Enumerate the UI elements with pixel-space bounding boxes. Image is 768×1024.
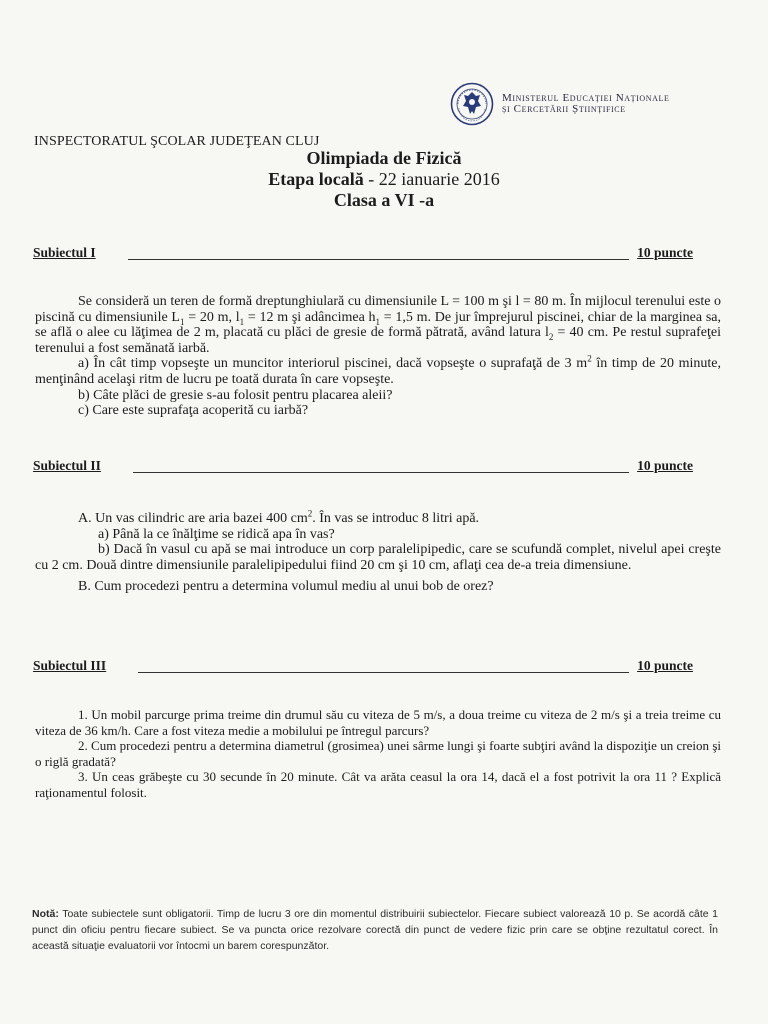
subject-3-question-3: 3. Un ceas grăbeşte cu 30 secunde în 20 minute. Cât va arăta ceasul la ora 14, dacă el a fost potrivit la ora 11 ? Explică raţionamentul folosit.: [35, 769, 721, 800]
question-part: în timp de 20 minute, menţinând acelaşi ritm de lucru pe toată durata în care vopseşte.: [35, 356, 722, 387]
ministry-line-1: Ministerul Educației Naționale: [502, 92, 670, 104]
subject-3-label: Subiectul III: [33, 658, 107, 673]
subject-2-part-b: B. Cum procedezi pentru a determina volumul mediu al unui bob de orez?: [78, 579, 494, 595]
stage-line: [0, 169, 768, 190]
heading-rule: [138, 672, 629, 673]
ministry-name: [502, 93, 669, 115]
subscript: 1: [375, 316, 381, 327]
subscript: 1: [179, 316, 185, 327]
note-text: Toate subiectele sunt obligatorii. Timp de lucru 3 ore din momentul distribuirii subiectelor. Fiecare subiect valorează 10 p. Se acordă câte 1 punct din oficiu pentru fiecare subiect. Se va puncta orice rezolvare corectă din punct de vedere fizic prin care se obţine rezultatul corect. În această situaţie evaluatorii vor întocmi un barem corespunzător.: [32, 908, 718, 952]
subscript: 2: [548, 331, 554, 342]
exam-date: - 22 ianuarie 2016: [363, 169, 500, 189]
part-a-text: . În vas se introduc 8 litri apă.: [312, 511, 480, 526]
question-part: a) În cât timp vopseşte un muncitor interiorul piscinei, dacă vopseşte o suprafaţă de 3 m: [78, 356, 588, 372]
note-label: Notă:: [32, 908, 59, 920]
subject-2-label: Subiectul II: [33, 458, 101, 473]
subject-2-points: 10 puncte: [637, 458, 693, 473]
superscript: 2: [307, 508, 313, 519]
subject-2-heading: [33, 456, 693, 476]
subject-1-question-a: [35, 353, 722, 387]
subject-2-body: [35, 508, 721, 595]
subject-1-question-b: b) Câte plăci de gresie s-au folosit pentru placarea aleii?: [78, 387, 393, 403]
intro-part: Se consideră un teren de formă dreptunghiulară cu dimensiunile L = 100 m şi l = 80 m. În mijlocul terenului este o piscină cu dimensiunile L: [35, 294, 721, 325]
stage: Etapa locală: [268, 169, 364, 189]
olympiad-title: Olimpiada de Fizică: [306, 148, 462, 168]
subject-1-question-c: c) Care este suprafaţa acoperită cu iarbă?: [78, 403, 309, 419]
inspectorate-name: INSPECTORATUL ŞCOLAR JUDEŢEAN CLUJ: [34, 134, 320, 149]
intro-part: = 1,5 m. De jur împrejurul piscinei, chiar de la marginea sa, se află o alee cu lăţimea de 2 m, placată cu plăci de gresie de formă pătrată, având latura l: [35, 309, 721, 341]
subject-1-label: Subiectul I: [33, 245, 96, 260]
title-block: [0, 148, 768, 211]
subject-2-part-a: [35, 508, 721, 527]
exam-note: [32, 906, 718, 954]
ministry-header: [450, 82, 669, 126]
subject-2-question-b: b) Dacă în vasul cu apă se mai introduce un corp paralelipipedic, care se scufundă complet, nivelul apei creşte cu 2 cm. Două dintre dimensiunile paralelipipedului fiind 20 cm şi 10 cm, aflaţi cea de-a treia dimensiune.: [35, 542, 721, 573]
subject-3-points: 10 puncte: [637, 658, 693, 673]
subject-1-points: 10 puncte: [637, 245, 693, 260]
ministry-line-2: și Cercetării Științifice: [502, 103, 626, 115]
subject-3-question-1: 1. Un mobil parcurge prima treime din drumul său cu viteza de 5 m/s, a doua treime cu viteza de 2 m/s şi a treia treime cu viteza de 36 km/h. Care a fost viteza medie a mobilului pe întregul parcurs?: [35, 707, 721, 738]
superscript: 2: [587, 353, 592, 364]
subscript: 1: [239, 316, 245, 327]
subject-1-body: [35, 294, 721, 419]
intro-part: = 12 m şi adâncimea h: [244, 309, 376, 325]
ministry-seal-icon: [450, 82, 494, 126]
intro-part: = 20 m, l: [184, 309, 240, 325]
intro-part: = 40 cm. Pe restul suprafeţei terenului a fost semănată iarbă.: [35, 325, 722, 356]
class-line: Clasa a VI -a: [333, 190, 435, 210]
subject-1-intro: [35, 294, 721, 356]
heading-rule: [133, 472, 629, 473]
heading-rule: [128, 259, 629, 260]
subject-2-question-a: a) Până la ce înălţime se ridică apa în vas?: [98, 526, 335, 542]
subject-3-question-2: 2. Cum procedezi pentru a determina diametrul (grosimea) unei sârme lungi şi foarte subţiri având la dispoziţie un creion şi o riglă gradată?: [35, 738, 721, 769]
subject-3-body: [35, 707, 721, 801]
subject-1-heading: [33, 243, 693, 263]
subject-3-heading: [33, 656, 693, 676]
part-a-text: A. Un vas cilindric are aria bazei 400 cm: [78, 511, 308, 526]
